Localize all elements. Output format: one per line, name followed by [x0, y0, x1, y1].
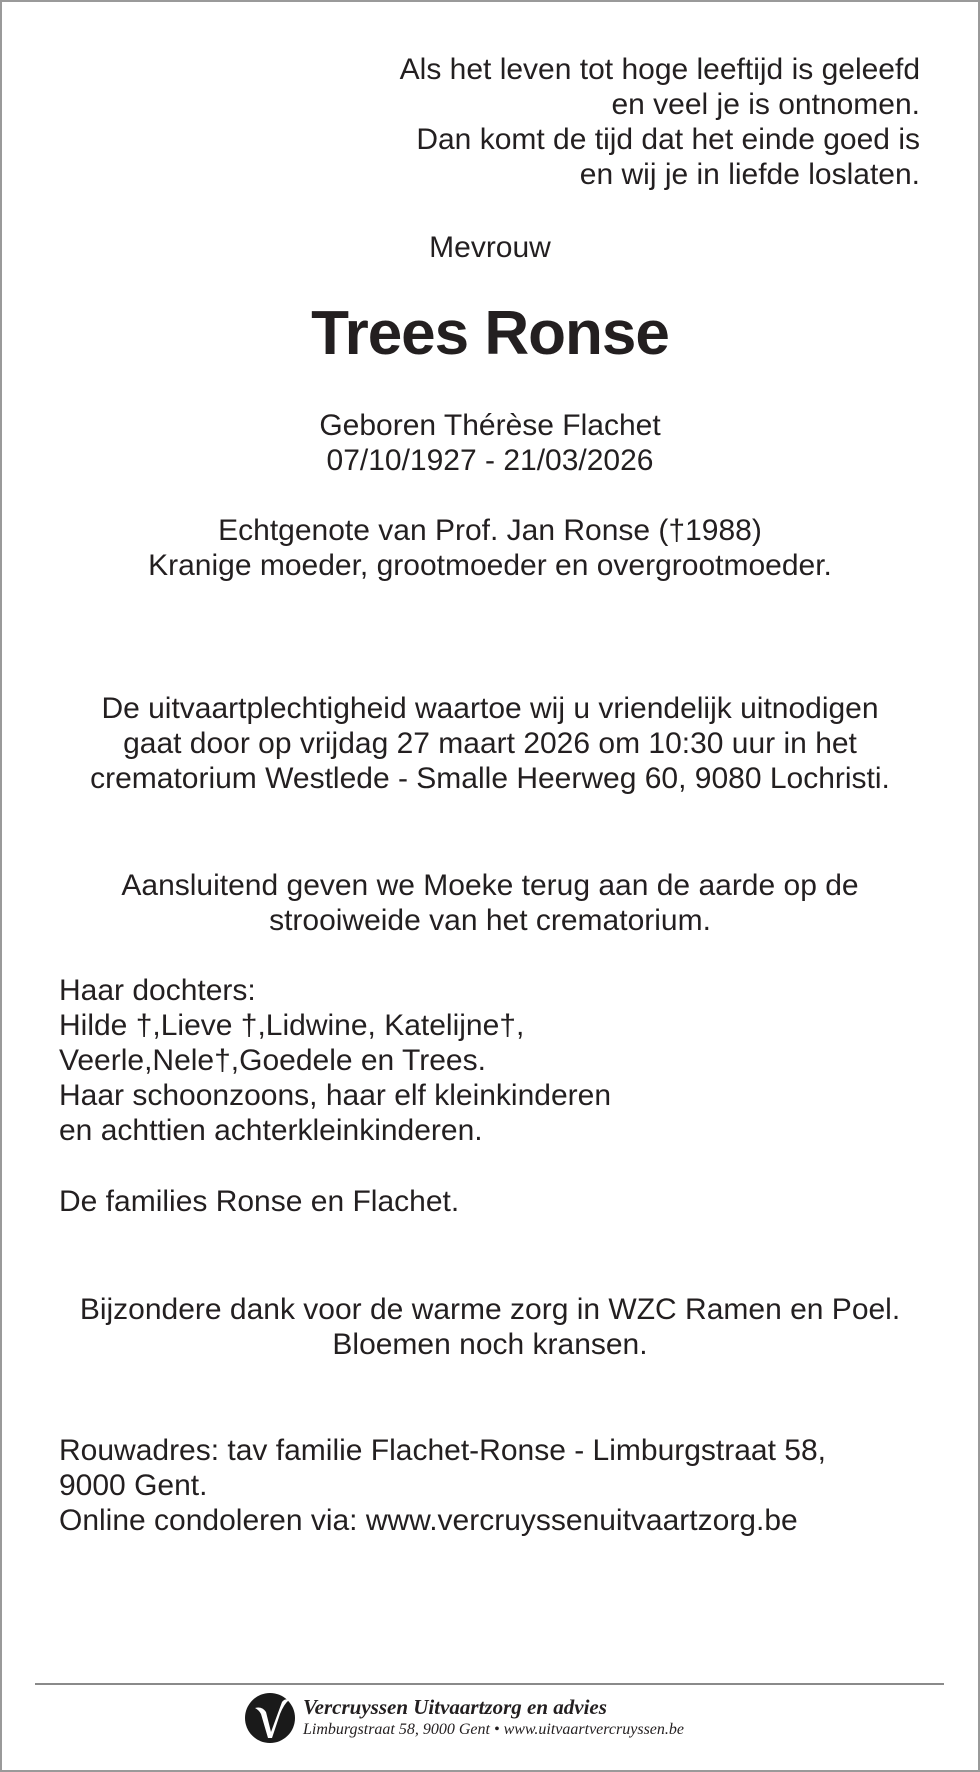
family-line: Haar dochters:	[59, 974, 256, 1007]
family-line: Haar schoonzoons, haar elf kleinkinderen	[59, 1079, 611, 1112]
deceased-name: Trees Ronse	[311, 299, 669, 368]
v-monogram-logo-icon	[244, 1692, 296, 1744]
roles-line: Kranige moeder, grootmoeder en overgrootmoeder.	[148, 549, 832, 582]
contact-line: Online condoleren via: www.vercruyssenuitvaartzorg.be	[59, 1504, 798, 1537]
poem-line: Als het leven tot hoge leeftijd is geleefd	[399, 53, 920, 86]
company-address: Limburgstraat 58, 9000 Gent • www.uitvaartvercruyssen.be	[303, 1721, 684, 1738]
ceremony-line: De uitvaartplechtigheid waartoe wij u vriendelijk uitnodigen	[101, 692, 879, 725]
family-line: Veerle,Nele†,Goedele en Trees.	[59, 1044, 486, 1077]
ceremony-line: gaat door op vrijdag 27 maart 2026 om 10:30 uur in het	[123, 727, 857, 760]
families-line: De families Ronse en Flachet.	[59, 1185, 460, 1218]
thanks-line: Bloemen noch kransen.	[332, 1328, 648, 1361]
family-line: en achttien achterkleinkinderen.	[59, 1114, 483, 1147]
poem-line: en veel je is ontnomen.	[611, 88, 920, 121]
footer-divider	[35, 1683, 944, 1685]
life-dates: 07/10/1927 - 21/03/2026	[326, 444, 654, 477]
thanks-line: Bijzondere dank voor de warme zorg in WZC Ramen en Poel.	[79, 1293, 901, 1326]
poem-line: en wij je in liefde loslaten.	[579, 158, 920, 191]
company-name: Vercruyssen Uitvaartzorg en advies	[303, 1695, 607, 1719]
birth-name: Geboren Thérèse Flachet	[319, 409, 661, 442]
family-line: Hilde †,Lieve †,Lidwine, Katelijne†,	[59, 1009, 525, 1042]
scattering-line: Aansluitend geven we Moeke terug aan de aarde op de	[121, 869, 859, 902]
contact-line: 9000 Gent.	[59, 1469, 208, 1502]
scattering-line: strooiweide van het crematorium.	[269, 904, 711, 937]
spouse-line: Echtgenote van Prof. Jan Ronse (†1988)	[218, 514, 762, 547]
poem-line: Dan komt de tijd dat het einde goed is	[416, 123, 920, 156]
ceremony-line: crematorium Westlede - Smalle Heerweg 60, 9080 Lochristi.	[90, 762, 890, 795]
contact-line: Rouwadres: tav familie Flachet-Ronse - Limburgstraat 58,	[59, 1434, 826, 1467]
salutation: Mevrouw	[429, 231, 551, 264]
